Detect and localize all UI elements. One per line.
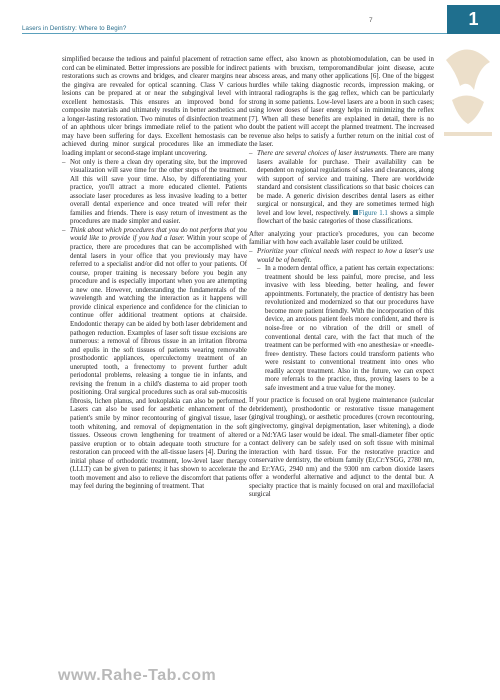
right-column (249, 56, 434, 500)
page-header (0, 0, 500, 34)
figure-marker-icon (353, 210, 358, 215)
page-number: 7 (369, 17, 373, 24)
body-paragraph (249, 397, 434, 500)
body-paragraph (249, 56, 434, 150)
figure-reference-text: Figure 1.1 (358, 209, 388, 217)
paragraph-text: Within your scope of practice, there are procedures that can be accomplished with dental lasers in your office that you previously may have referred to a specialist and/or did not offer to your patients. Of course, proper training is necessary before you begin any procedure and is especially important when you are attempting a new one. However, understanding the fundamentals of the wavelength and watching the interaction as it happens will provide clinical experience and confidence for the clinician to continue offer additional treatment options at chairside. Endodontic therapy can be aided by both laser debridement and pathogen reduction. Examples of laser soft tissue excisions are numerous: a removal of fibrous tissue in an irritation fibroma and epulis in the soft tissues of patients wearing removable prosthodontic appliances, operculectomy treatment of an unerupted tooth, a frenectomy to prevent further adult periodontal problems, releasing a tongue tie in infants, and revising the frenum in a child's diastema to aid proper tooth positioning. Oral surgical procedures such as oral sub-mucositis fibrosis, lichen planus, and leukoplakia can also be performed. Lasers can also be used for aesthetic enhancement of the patient's smile by minor recontouring of gingival tissue, laser tooth whitening, and removal of depigmentation in the soft tissues. Osseous crown lengthening for treatment of altered passive eruption or to obtain adequate tooth structure for a restoration can proceed with the all-tissue lasers [4]. During the initial phase of orthodontic treatment, low-level laser therapy (LLLT) can be given to patients; it has shown to accelerate the tooth movement and also to relieve the discomfort that patients may feel during the beginning of treatment. That (70, 235, 247, 491)
bullet-item (249, 150, 434, 227)
header-rule (22, 33, 458, 34)
figure-reference-link[interactable] (353, 210, 388, 217)
paragraph-text: shows a simple flowchart of the basic categories of those classifications. (257, 209, 434, 226)
watermark-logo-icon (438, 40, 498, 160)
body-paragraph (249, 231, 434, 248)
body-paragraph (62, 56, 247, 159)
paragraph-text: simplified because the tedious and painful placement of retraction cord can be eliminated. Better impressions are possible for indirect restorations such as crowns and bridges, and clearer margins near the gingiva are revealed for optical scanning. Class V carious lesions can be prepared at or near the subgingival level with excellent hemostasis. This ensures an improved bond for composite materials and ultimately results in better aesthetics and a longer-lasting restoration. Two minutes of disinfection treatment of an aphthous ulcer brings immediate relief to the patient who may have been suffering for days. Excellent hemostasis can be achieved during minor surgical procedures like an immediate loading implant or second-stage implant uncovering. (62, 56, 247, 158)
paragraph-text: Not only is there a clean dry operating site, but the improved visualization will save time for the other steps of the treatment. All this will save your time. Also, by differentiating your practice, you'll attract a more educated clientel. Patients associate laser procedures as less invasive leading to a better overall dental experience and once treated will refer their families and friends. There is easy return of investment as the procedures are made simpler and easier. (70, 158, 247, 226)
bullet-heading: Think about which procedures that you do not perform that you would like to provide if you had a laser. (70, 226, 247, 243)
paragraph-text: same effect, also known as photobiomodulation, can be used in patients with bruxism, temporomandibular joint disease, acute abscess areas, and many other applications [6]. One of the biggest hurdles while taking diagnostic records, impression making, or intraoral radiographs is the gag reflex, which can be particularly strong in some patients. Low-level lasers are a boon in such cases; using lower doses of laser energy helps in minimizing the reflex [7]. When all these benefits are explained in detail, there is no doubt the patient will accept the planned treatment. The increased revenue also helps to satisfy a further return on the initial cost of the laser. (249, 56, 434, 149)
paragraph-text: In a modern dental office, a patient has certain expectations: treatment should be less painful, more precise, and less invasive with less bleeding, better healing, and fewer appointments. Fortunately, the practice of dentistry has been revolutionized and modernized so that our procedures have become more patient friendly. With the incorporation of this device, an anxious patient feels more confident, and there is noise-free or no vibration of the drill or smell of conventional dental care, with the fact that much of the treatment can be performed with «no anesthesia» or «needle-free» dentistry. These factors could transform patients who were resistant to conventional treatment into ones who readily accept treatment. Also in the future, we can expect more referrals to the practice, thus, proving lasers to be a safe investment and a true value for the money. (265, 265, 434, 392)
sub-bullet-item (249, 265, 434, 393)
left-column (62, 56, 247, 492)
watermark-text: www.Rahe-Tab.com (58, 667, 217, 684)
running-title: Lasers in Dentistry: Where to Begin? (22, 25, 127, 32)
bullet-item (249, 248, 434, 265)
paragraph-text: After analyzing your practice's procedures, you can become familiar with how each available laser could be utilized. (249, 230, 434, 247)
chapter-number-tab: 1 (447, 5, 500, 34)
bullet-item (62, 159, 247, 227)
paragraph-text: There are many lasers available for purchase. Their availability can be dependent on regional regulations of sales and clearances, along with support of service and training. There are worldwide standard and consistent classifications so that basic choices can be made. A generic division describes dental lasers as either surgical or nonsurgical, and they are sometimes termed high level and low level, respectively. (257, 150, 435, 217)
paragraph-text: If your practice is focused on oral hygiene maintenance (sulcular debridement), prosthodontic or restorative tissue management (gingival troughing), or aesthetic procedures (crown recontouring, gingivectomy, gingival depigmentation, laser whitening), a diode or a Nd:YAG laser would be ideal. The small-diameter fiber optic contact delivery can be safely used on soft tissue with minimal interaction with hard tissue. For the restorative practice and conservative dentistry, the erbium family (Er,Cr:YSGG, 2780 nm, and Er:YAG, 2940 nm) and the 9300 nm carbon dioxide lasers offer a wonderful alternative and adjunct to the dental bur. A specialty practice that is mainly focused on oral and maxillofacial surgical (249, 397, 434, 499)
bullet-item (62, 227, 247, 492)
bullet-heading: Prioritize your clinical needs with respect to how a laser's use would be of benefit. (257, 248, 434, 264)
bullet-heading: There are several choices of laser instruments. (257, 150, 388, 158)
